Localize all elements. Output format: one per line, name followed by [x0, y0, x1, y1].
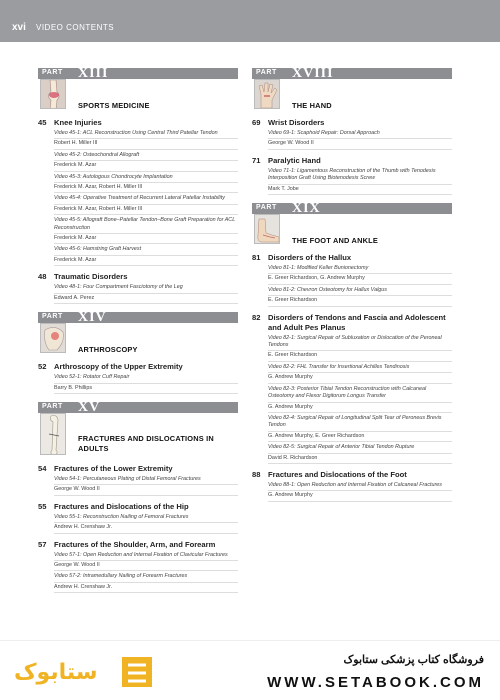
setabook-logo [10, 651, 160, 693]
video-author: George W. Wood II [268, 138, 452, 149]
part-header-xiv [38, 312, 238, 356]
chapter-number: 57 [38, 539, 47, 549]
video-author: Frederick M. Azar, Robert H. Miller III [54, 204, 238, 215]
chapter-title: Traumatic Disorders [54, 272, 128, 282]
video-author: Robert H. Miller III [54, 138, 238, 149]
part-header-xiii [38, 68, 238, 112]
video-link[interactable]: Video 45-1: ACL Reconstruction Using Central Third Patellar Tendon [54, 130, 218, 136]
video-link[interactable]: Video 45-3: Autologous Chondrocyte Implantation [54, 173, 173, 180]
video-link[interactable]: Video 45-6: Hamstring Graft Harvest [54, 246, 142, 253]
video-author: G. Andrew Murphy [268, 490, 452, 501]
chapter-number: 88 [252, 469, 261, 479]
video-link[interactable]: Video 54-1: Percutaneous Plating of Distal Femoral Fractures [54, 475, 201, 482]
chapter-48 [38, 272, 238, 304]
chapter-title: Fractures of the Lower Extremity [54, 463, 173, 473]
chapter-number: 52 [38, 362, 47, 372]
part-header-xix [252, 203, 452, 247]
left-column [38, 68, 238, 595]
part-label: PART [42, 69, 63, 76]
part-header-xviii [252, 68, 452, 112]
video-author: Frederick M. Azar [54, 160, 238, 171]
part-label: PART [42, 402, 63, 410]
video-author: G. Andrew Murphy [268, 402, 452, 413]
video-author: Andrew H. Crenshaw Jr. [54, 522, 238, 533]
video-author: Barry B. Phillips [54, 383, 238, 394]
store-website[interactable]: WWW.SETABOOK.COM [267, 674, 484, 691]
video-link[interactable]: Video 82-4: Surgical Repair of Longitudinal Split Tear of Peroneus Brevis Tendon [268, 414, 442, 429]
video-author: Edward A. Perez [54, 293, 238, 304]
hand-illustration [254, 79, 280, 109]
part-title: FRACTURES AND DISLOCATIONS IN ADULTS [78, 433, 214, 453]
video-link[interactable]: Video 82-3: Posterior Tibial Tendon Reconstruction with Calcaneal Osteotomy and Flexor Digitorum Longus Transfer [268, 385, 427, 400]
chapter-45 [38, 118, 238, 266]
part-numeral: XVIII [292, 66, 334, 81]
chapter-54 [38, 464, 238, 496]
chapter-number: 81 [252, 253, 261, 263]
chapter-title: Arthroscopy of the Upper Extremity [54, 362, 183, 372]
chapter-57 [38, 540, 238, 594]
part-bar [38, 310, 238, 326]
chapter-82 [252, 313, 452, 464]
part-title: ARTHROSCOPY [78, 345, 138, 355]
video-link[interactable]: Video 45-5: Allograft Bone–Patellar Tendon–Bone Graft Preparation for ACL Reconstruction [54, 217, 236, 231]
video-author: G. Andrew Murphy [268, 372, 452, 383]
chapter-title: Disorders of Tendons and Fascia and Adolescent and Adult Pes Planus [268, 312, 446, 332]
part-numeral: XV [78, 399, 101, 415]
section-title: VIDEO CONTENTS [36, 23, 115, 32]
video-author: Frederick M. Azar, Robert H. Miller III [54, 182, 238, 193]
video-author: Andrew H. Crenshaw Jr. [54, 582, 238, 593]
chapter-title: Fractures of the Shoulder, Arm, and Forearm [54, 539, 216, 549]
chapter-number: 48 [38, 272, 47, 282]
video-author: E. Greer Richardson [268, 350, 452, 361]
page-number: xvi [12, 22, 26, 33]
femur-illustration [40, 413, 66, 455]
part-bar [252, 68, 452, 79]
part-title: SPORTS MEDICINE [78, 101, 150, 110]
store-banner [0, 640, 500, 700]
chapter-71 [252, 156, 452, 195]
part-title: THE FOOT AND ANKLE [292, 236, 378, 246]
store-name: فروشگاه کتاب پزشکی ستابوک [343, 654, 484, 666]
part-numeral: XIX [292, 201, 321, 217]
part-header-xv [38, 399, 238, 458]
part-title: THE HAND [292, 101, 332, 110]
chapter-69 [252, 118, 452, 150]
part-label: PART [256, 69, 277, 76]
chapter-number: 45 [38, 118, 47, 127]
video-link[interactable]: Video 57-1: Open Reduction and Internal Fixation of Clavicular Fractures [54, 551, 228, 558]
video-link[interactable]: Video 88-1: Open Reduction and Internal Fixation of Calcaneal Fractures [268, 481, 443, 488]
chapter-number: 54 [38, 463, 47, 473]
part-bar [252, 201, 452, 217]
chapter-title: Disorders of the Hallux [268, 253, 352, 263]
chapter-title: Paralytic Hand [268, 155, 321, 165]
video-link[interactable]: Video 48-1: Four Compartment Fasciotomy of the Leg [54, 284, 183, 291]
chapter-81 [252, 253, 452, 307]
video-link[interactable]: Video 45-4: Operative Treatment of Recurrent Lateral Patellar Instability [54, 195, 225, 202]
chapter-52 [38, 362, 238, 394]
page-header [0, 0, 500, 42]
chapter-title: Fractures and Dislocations of the Foot [268, 469, 407, 479]
video-link[interactable]: Video 69-1: Scaphoid Repair: Dorsal Approach [268, 130, 380, 136]
video-author: Frederick M. Azar [54, 233, 238, 244]
video-link[interactable]: Video 45-2: Osteochondral Allograft [54, 151, 140, 158]
chapter-number: 71 [252, 155, 261, 165]
chapter-number: 82 [252, 312, 261, 322]
video-link[interactable]: Video 82-2: FHL Transfer for Insertional Achilles Tendinosis [268, 363, 410, 370]
part-bar [38, 68, 238, 79]
video-author: Mark T. Jobe [268, 184, 452, 195]
right-column [252, 68, 452, 504]
video-author: David R. Richardson [268, 453, 452, 464]
video-link[interactable]: Video 82-5: Surgical Repair of Anterior Tibial Tendon Rupture [268, 444, 415, 451]
video-author: E. Greer Richardson [268, 295, 452, 306]
chapter-88 [252, 470, 452, 502]
video-link[interactable]: Video 55-1: Reconstruction Nailing of Femoral Fractures [54, 513, 189, 520]
video-author: George W. Wood II [54, 484, 238, 495]
shoulder-illustration [40, 323, 66, 353]
part-bar [38, 399, 238, 415]
part-label: PART [42, 313, 63, 321]
video-author: Frederick M. Azar [54, 255, 238, 266]
part-numeral: XIII [78, 66, 109, 81]
video-link[interactable]: Video 57-2: Intramedullary Nailing of Forearm Fractures [54, 573, 188, 580]
part-numeral: XIV [78, 310, 107, 326]
video-link[interactable]: Video 81-2: Chevron Osteotomy for Hallux Valgus [268, 286, 387, 293]
chapter-number: 69 [252, 118, 261, 127]
knee-illustration [40, 79, 66, 109]
chapter-55 [38, 502, 238, 534]
video-author: E. Greer Richardson, G. Andrew Murphy [268, 273, 452, 284]
chapter-title: Knee Injuries [54, 118, 102, 127]
video-author: G. Andrew Murphy, E. Greer Richardson [268, 431, 452, 442]
foot-illustration [254, 214, 280, 244]
chapter-title: Fractures and Dislocations of the Hip [54, 501, 189, 511]
chapter-number: 55 [38, 501, 47, 511]
video-link[interactable]: Video 52-1: Rotator Cuff Repair [54, 374, 130, 381]
video-link[interactable]: Video 82-1: Surgical Repair of Subluxation or Dislocation of the Peroneal Tendons [268, 334, 442, 349]
chapter-title: Wrist Disorders [268, 118, 325, 127]
svg-text:ستابوک: ستابوک [14, 660, 98, 685]
video-link[interactable]: Video 71-1: Ligamentous Reconstruction of the Thumb with Tenodesis Interposition Graft Using Biotenodesis Screw [268, 167, 436, 182]
part-label: PART [256, 204, 277, 212]
video-author: George W. Wood II [54, 560, 238, 571]
video-link[interactable]: Video 81-1: Modified Keller Bunionectomy [268, 265, 369, 272]
